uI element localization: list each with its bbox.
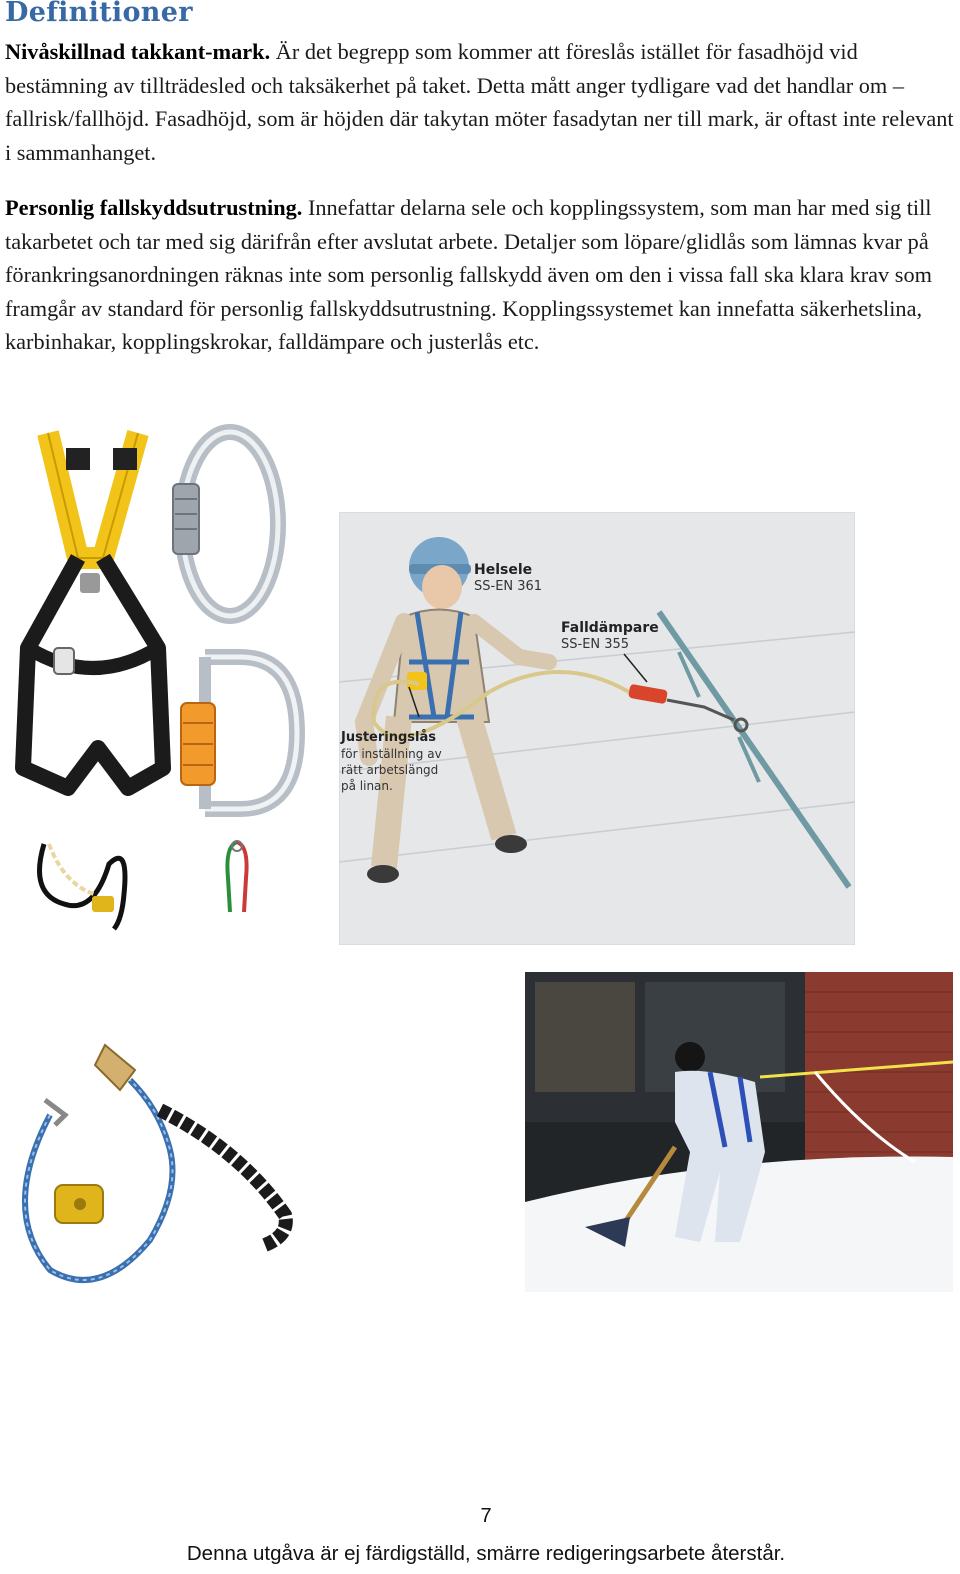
rope-lanyard-image <box>34 834 144 940</box>
definition-term: Nivåskillnad takkant-mark. <box>5 39 271 64</box>
harness-label: Helsele <box>474 562 533 578</box>
adjuster-label: Justeringslås <box>341 730 436 745</box>
adjustable-lanyard-image <box>10 1030 300 1295</box>
adjuster-desc-line: rätt arbetslängd <box>341 763 439 777</box>
absorber-standard: SS-EN 355 <box>561 637 630 652</box>
d-carabiner-image <box>175 645 310 820</box>
adjuster-desc-line: på linan. <box>341 779 393 793</box>
roof-snow-worker-photo <box>525 972 953 1292</box>
page-number: 7 <box>480 1505 492 1527</box>
definition-term: Personlig fallskyddsutrustning. <box>5 195 303 220</box>
page-footer: Denna utgåva är ej färdigställd, smärre redigeringsarbete återstår. <box>186 1542 786 1565</box>
harness-standard: SS-EN 361 <box>474 579 543 594</box>
roof-worker-illustration <box>339 512 855 945</box>
section-heading: Definitioner <box>5 0 193 28</box>
absorber-label: Falldämpare <box>561 620 659 636</box>
oval-carabiner-image <box>165 424 290 629</box>
sling-image <box>222 838 252 916</box>
definition-text: Innefattar delarna sele och kopplingssystem, som man har med sig till takarbetet och tar med sig därifrån efter avslutat arbete. Detaljer som löpare/glidlås som lämnas kvar på förankringsanordningen räknas inte som personlig fallskydd även om den i vissa fall ska klara krav som framgår av standard för personlig fallskyddsutrustning. Kopplingssystemet kan innefatta säkerhetslina, karbinhakar, kopplingskrokar, falldämpare och justerlås etc. <box>5 195 932 355</box>
adjuster-desc-line: för inställning av <box>341 747 442 761</box>
definition-paragraph <box>5 191 955 359</box>
definition-paragraph <box>5 35 955 169</box>
definition-text: Är det begrepp som kommer att föreslås istället för fasadhöjd vid bestämning av tillträdesled och taksäkerhet på taket. Detta mått anger tydligare vad det handlar om – fallrisk/fallhöjd. Fasadhöjd, som är höjden där takytan möter fasadytan ner till mark, är oftast inte relevant i sammanhanget. <box>5 39 954 165</box>
full-body-harness-image <box>8 428 178 818</box>
